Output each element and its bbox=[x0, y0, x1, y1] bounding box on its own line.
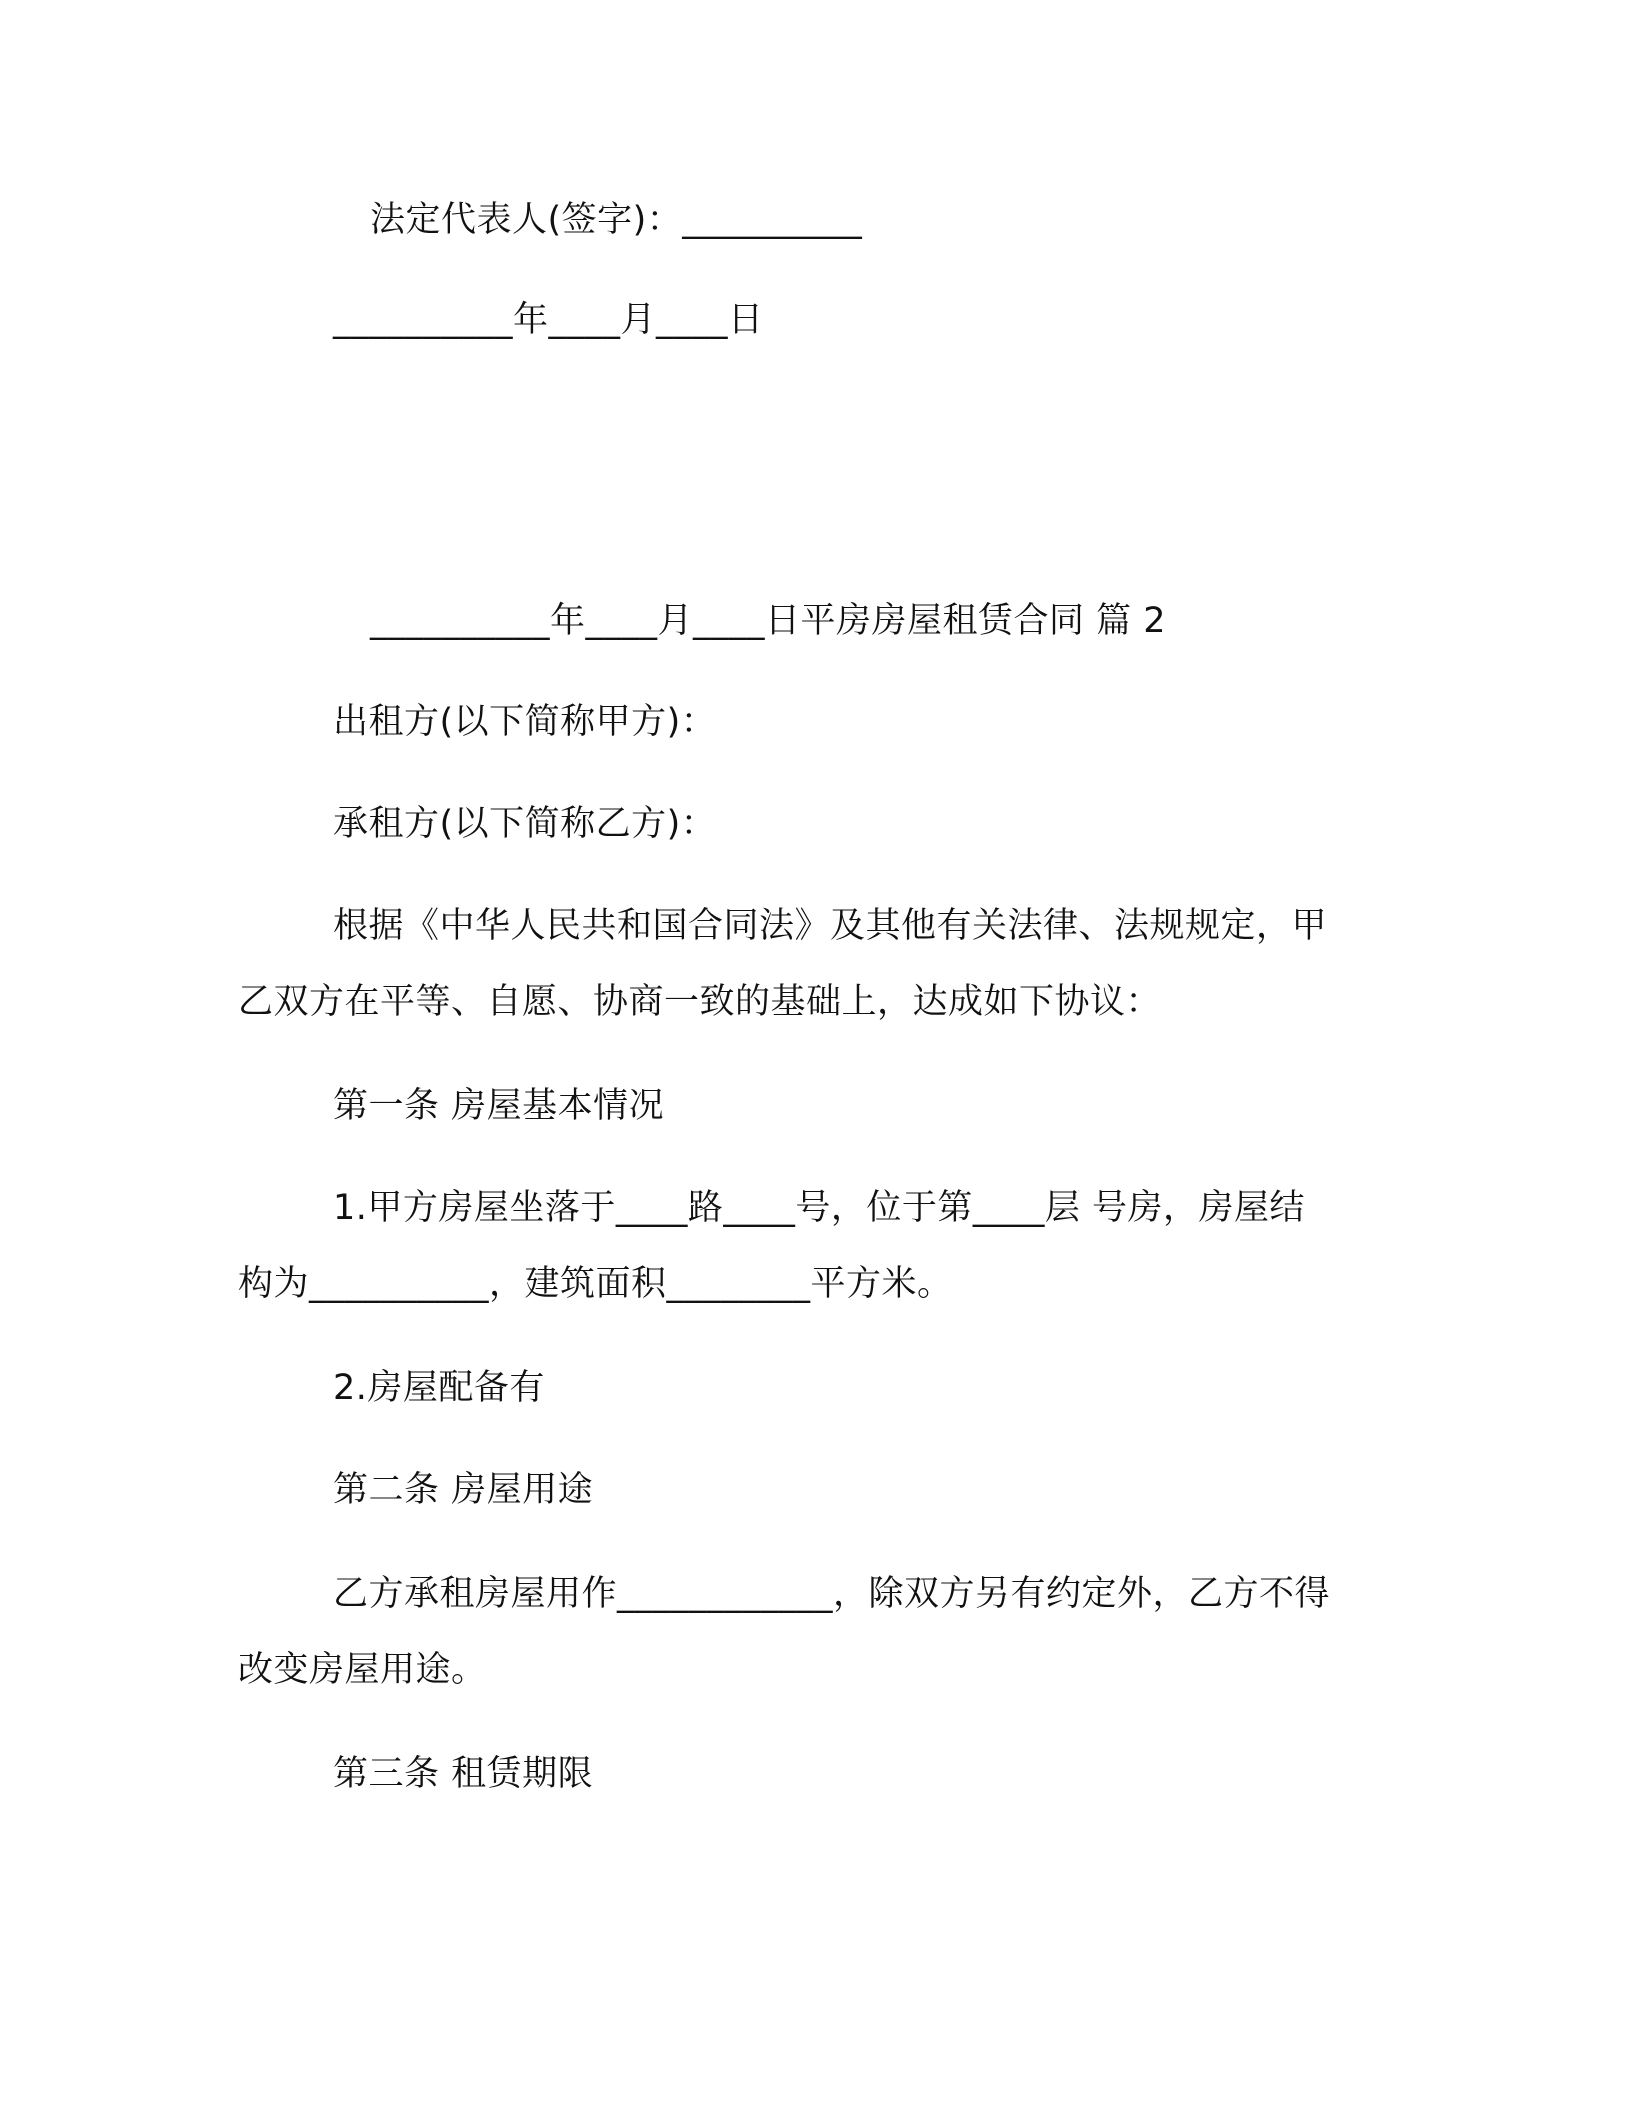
article-3-heading: 第三条 租赁期限 bbox=[333, 1754, 594, 1794]
article-1-heading: 第一条 房屋基本情况 bbox=[333, 1086, 665, 1126]
preamble-line-1: 根据《中华人民共和国合同法》及其他有关法律、法规规定，甲 bbox=[333, 906, 1328, 946]
item-1-line-1: 1.甲方房屋坐落于____路____号，位于第____层 号房，房屋结 bbox=[333, 1188, 1306, 1228]
article-2-line-2: 改变房屋用途。 bbox=[238, 1650, 487, 1690]
lessor-line: 出租方(以下简称甲方)： bbox=[333, 702, 717, 742]
article-2-heading: 第二条 房屋用途 bbox=[333, 1470, 594, 1510]
lessee-line: 承租方(以下简称乙方)： bbox=[333, 804, 717, 844]
item-1-line-2: 构为__________，建筑面积________平方米。 bbox=[238, 1264, 953, 1304]
preamble-line-2: 乙双方在平等、自愿、协商一致的基础上，达成如下协议： bbox=[238, 982, 1162, 1022]
signature-line: 法定代表人(签字)：__________ bbox=[370, 200, 863, 240]
date-line: __________年____月____日 bbox=[333, 300, 764, 340]
item-2-line: 2.房屋配备有 bbox=[333, 1368, 545, 1408]
article-2-line-1: 乙方承租房屋用作____________，除双方另有约定外，乙方不得 bbox=[333, 1574, 1331, 1614]
contract-title: __________年____月____日平房房屋租赁合同 篇 2 bbox=[370, 601, 1167, 641]
